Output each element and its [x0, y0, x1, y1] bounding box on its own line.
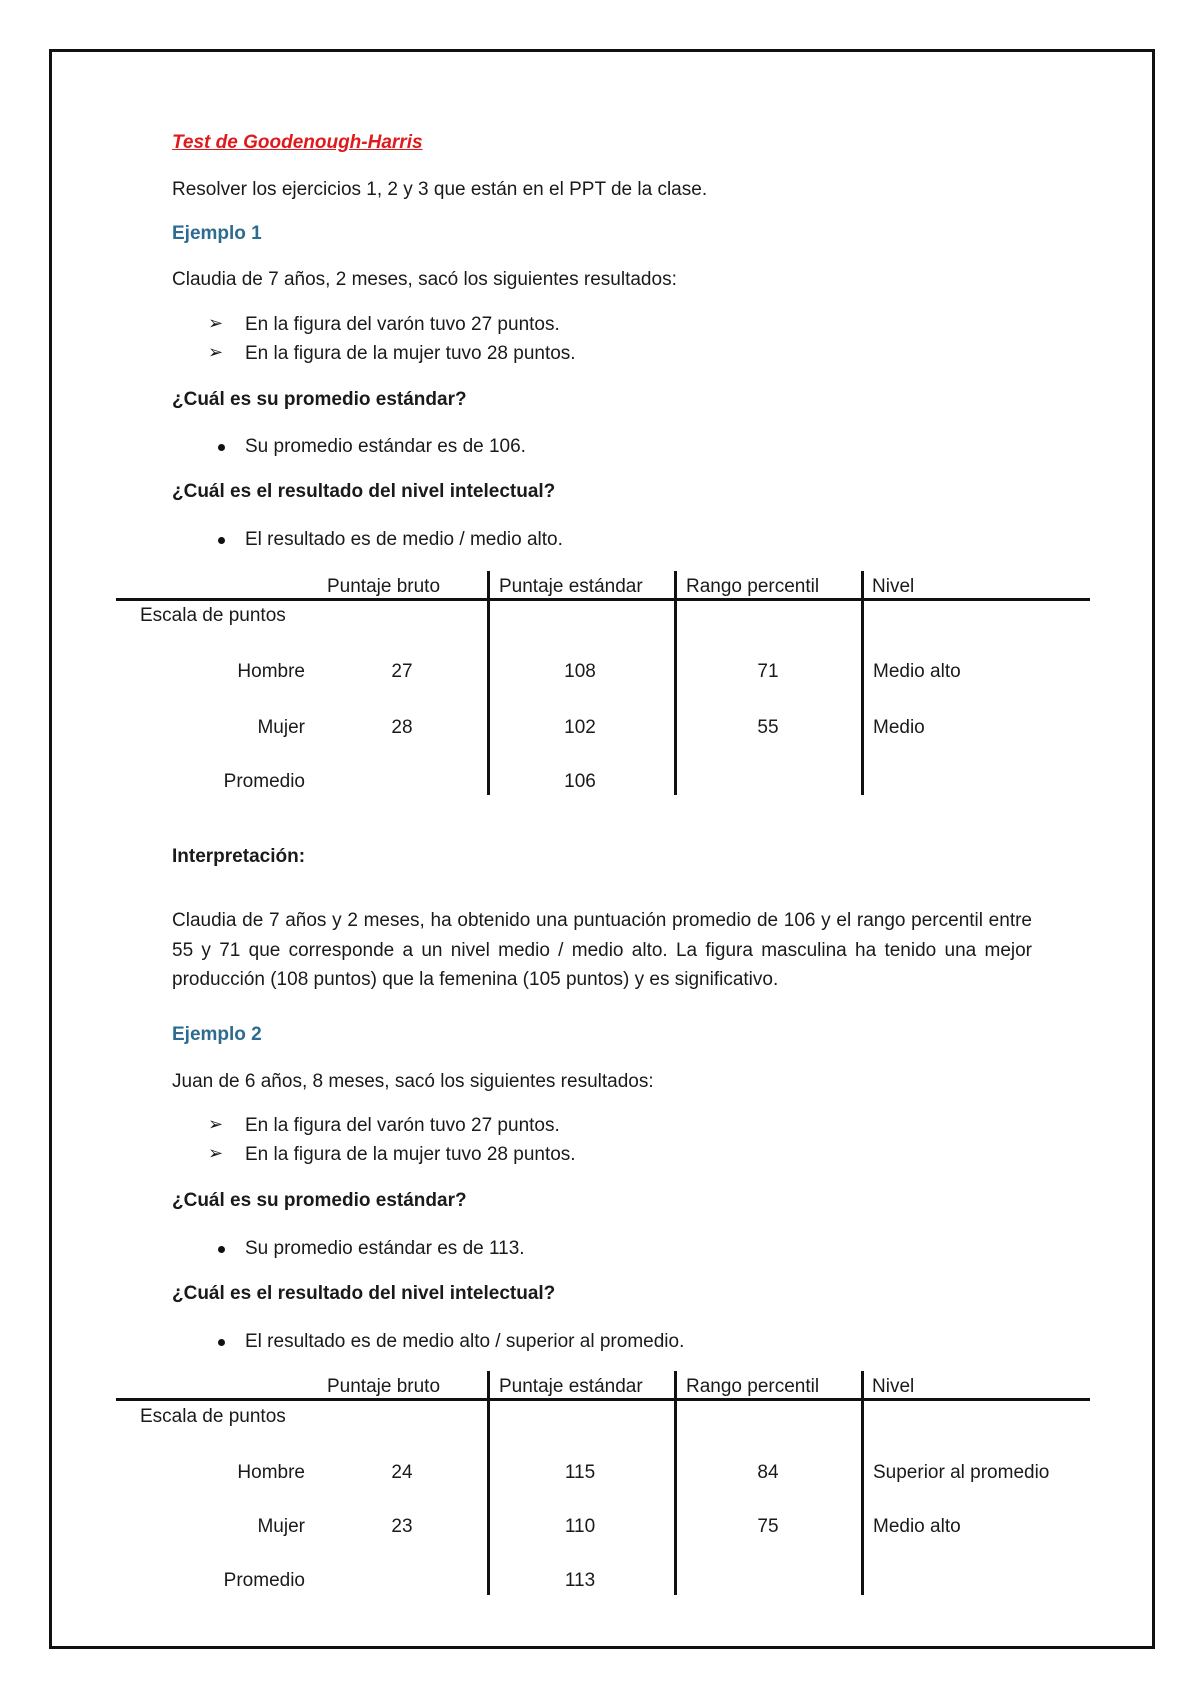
table-cell: Superior al promedio	[873, 1462, 1050, 1483]
table-cell: Medio alto	[873, 1516, 961, 1537]
example1-heading: Ejemplo 1	[172, 223, 262, 244]
example1-question-2: ¿Cuál es el resultado del nivel intelectual?	[172, 481, 556, 502]
table-section-label: Escala de puntos	[140, 1406, 286, 1427]
table-row-label: Hombre	[237, 661, 305, 682]
example2-bullet: En la figura de la mujer tuvo 28 puntos.	[245, 1144, 576, 1165]
table-row-label: Promedio	[223, 1570, 305, 1591]
table-cell: 113	[564, 1570, 596, 1591]
table-cell: 84	[757, 1462, 779, 1483]
table-header: Nivel	[872, 1376, 915, 1397]
intro-text: Resolver los ejercicios 1, 2 y 3 que están en el PPT de la clase.	[172, 179, 708, 200]
table-cell: 71	[757, 661, 779, 682]
table-cell: 110	[564, 1516, 596, 1537]
table-section-label: Escala de puntos	[140, 605, 286, 626]
dot-bullet-icon	[218, 444, 225, 451]
arrow-bullet-icon: ➢	[208, 1143, 224, 1163]
dot-bullet-icon	[218, 537, 225, 544]
table-cell: 27	[391, 661, 413, 682]
example2-bullet: En la figura del varón tuvo 27 puntos.	[245, 1115, 560, 1136]
column-divider	[487, 1371, 490, 1595]
example1-answer-1: Su promedio estándar es de 106.	[245, 436, 526, 457]
table-cell: 24	[391, 1462, 413, 1483]
table-header-rule	[116, 598, 1090, 601]
example1-bullet: En la figura de la mujer tuvo 28 puntos.	[245, 343, 576, 364]
table-header: Nivel	[872, 576, 915, 597]
table-header: Puntaje bruto	[327, 576, 441, 597]
example2-answer-1: Su promedio estándar es de 113.	[245, 1238, 525, 1259]
table-cell: 106	[564, 771, 596, 792]
dot-bullet-icon	[218, 1246, 225, 1253]
example2-description: Juan de 6 años, 8 meses, sacó los siguientes resultados:	[172, 1071, 654, 1092]
interpretation-heading: Interpretación:	[172, 846, 306, 867]
table-cell: Medio alto	[873, 661, 961, 682]
arrow-bullet-icon: ➢	[208, 342, 224, 362]
table-row-label: Promedio	[223, 771, 305, 792]
column-divider	[487, 571, 490, 795]
example1-description: Claudia de 7 años, 2 meses, sacó los siguientes resultados:	[172, 269, 677, 290]
table-cell: 115	[564, 1462, 596, 1483]
table-header: Puntaje estándar	[499, 1376, 643, 1397]
example1-question-1: ¿Cuál es su promedio estándar?	[172, 389, 467, 410]
arrow-bullet-icon: ➢	[208, 1114, 224, 1134]
example1-answer-2: El resultado es de medio / medio alto.	[245, 529, 563, 550]
table-cell: 102	[564, 717, 596, 738]
column-divider	[674, 1371, 677, 1595]
table-cell: 28	[391, 717, 413, 738]
table-cell: 23	[391, 1516, 413, 1537]
table-cell: Medio	[873, 717, 925, 738]
example2-question-2: ¿Cuál es el resultado del nivel intelectual?	[172, 1283, 556, 1304]
table-header: Rango percentil	[686, 576, 820, 597]
interpretation-text: Claudia de 7 años y 2 meses, ha obtenido una puntuación promedio de 106 y el rango percentil entre 55 y 71 que corresponde a un nivel medio / medio alto. La figura masculina ha tenido una mejor producción (108 puntos) que la femenina (105 puntos) y es significativo.	[172, 910, 1032, 990]
table-header: Puntaje estándar	[499, 576, 643, 597]
table-header-rule	[116, 1398, 1090, 1401]
table-row-label: Mujer	[257, 717, 305, 738]
column-divider	[861, 571, 864, 795]
arrow-bullet-icon: ➢	[208, 313, 224, 333]
example1-bullet: En la figura del varón tuvo 27 puntos.	[245, 314, 560, 335]
table-header: Puntaje bruto	[327, 1376, 441, 1397]
table-row-label: Mujer	[257, 1516, 305, 1537]
table-cell: 75	[757, 1516, 779, 1537]
table-header: Rango percentil	[686, 1376, 820, 1397]
example2-answer-2: El resultado es de medio alto / superior al promedio.	[245, 1331, 685, 1352]
example2-question-1: ¿Cuál es su promedio estándar?	[172, 1190, 467, 1211]
example2-heading: Ejemplo 2	[172, 1024, 262, 1045]
table-cell: 55	[757, 717, 779, 738]
table-row-label: Hombre	[237, 1462, 305, 1483]
table-cell: 108	[564, 661, 596, 682]
column-divider	[861, 1371, 864, 1595]
document-title: Test de Goodenough-Harris	[172, 132, 423, 153]
dot-bullet-icon	[218, 1339, 225, 1346]
column-divider	[674, 571, 677, 795]
